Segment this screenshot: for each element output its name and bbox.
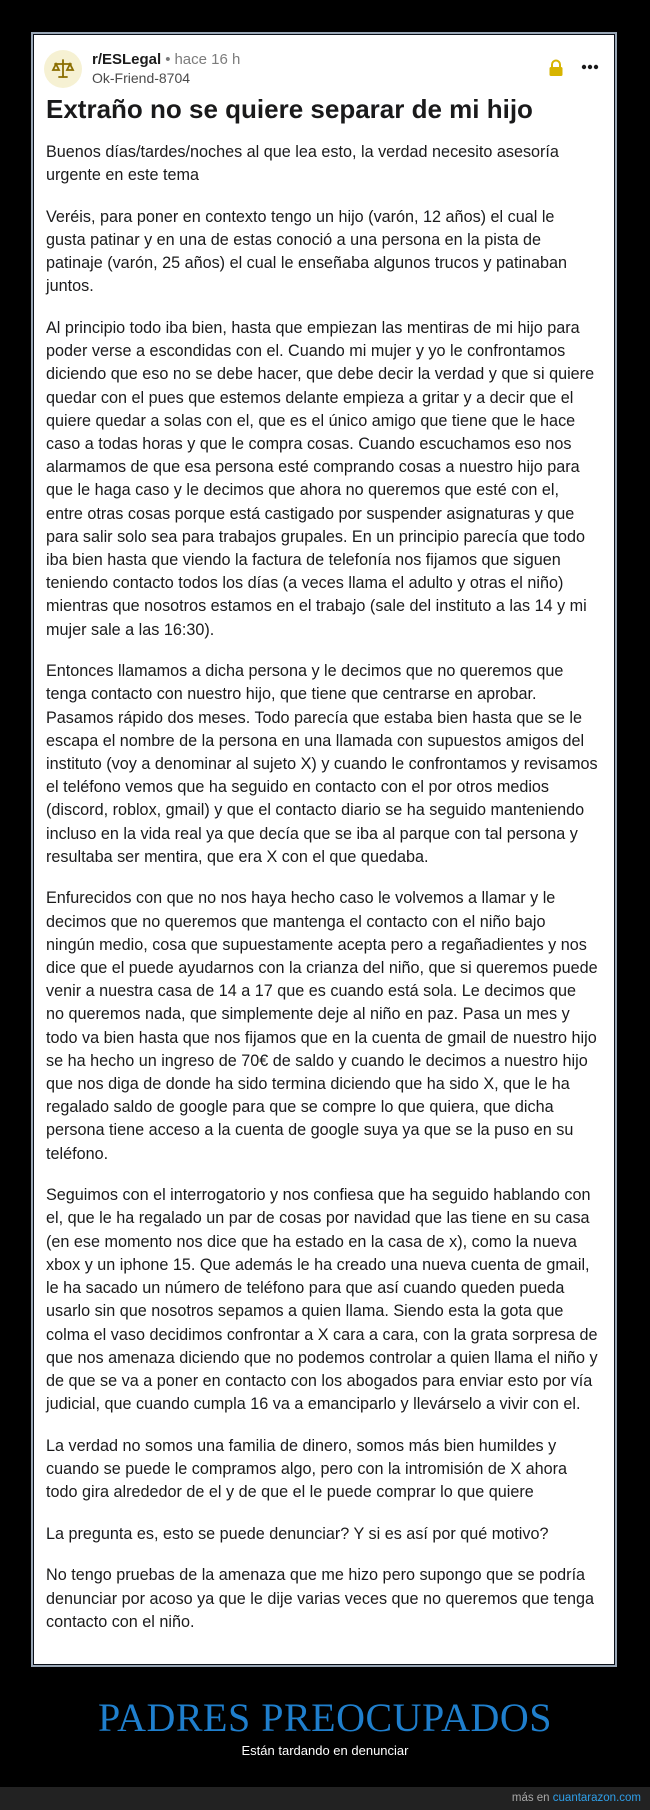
post-paragraph: No tengo pruebas de la amenaza que me hizo pero supongo que se podría denunciar por acoso ya que le dije varias veces que no queremos que tenga contacto con el niño.: [46, 1566, 595, 1631]
footer-prefix: más en: [511, 1792, 550, 1804]
post-paragraph: Enfurecidos con que no nos haya hecho caso le volvemos a llamar y le decimos que no queremos que mantenga el contacto con el niño bajo ningún medio, cosa que supuestamente acepta pero a regañadientes y nos dice que el puede ayudarnos con la crianza del niño, que si queremos puede venir a nuestra casa de 14 a 17 que es cuando está sola. Le decimos que no queremos nada, que simplemente deje al niño en paz. Pasa un mes y todo va bien hasta que nos fijamos que en la cuenta de gmail de nuestro hijo se ha hecho un ingreso de 70€ de saldo y cuando le decimos a nuestro hijo que nos diga de donde ha sido termina diciendo que ha sido X, que le ha regalado saldo de google para que se compre lo que quiera, que dicha persona tiene acceso a la cuenta de google suya ya que se la puso en su teléfono.: [46, 889, 598, 1163]
post-meta: [92, 50, 240, 88]
reddit-post-card: [34, 35, 614, 1664]
post-header: [44, 47, 604, 93]
site-footer-bar: [0, 1787, 650, 1810]
author-link[interactable]: Ok-Friend-8704: [92, 70, 191, 86]
post-paragraph: Entonces llamamos a dicha persona y le decimos que no queremos que tenga contacto con nuestro hijo, que tiene que centrarse en aprobar. Pasamos rápido dos meses. Todo parecía que estaba bien hasta que se le escapa el nombre de la persona en una llamada con supuestos amigos del instituto (voy a denominar al sujeto X) y cuando le confrontamos y revisamos el teléfono vemos que ha seguido en contacto con el por otros medios (discord, roblox, gmail) y que el contacto diario se ha seguido manteniendo incluso en la vida real ya que decía que se iba al parque con tal persona y resultaba ser mentira, que era X con el que quedaba.: [46, 662, 598, 866]
post-paragraph: La pregunta es, esto se puede denunciar? Y si es así por qué motivo?: [46, 1524, 549, 1543]
post-paragraph: La verdad no somos una familia de dinero, somos más bien humildes y cuando se puede le compramos algo, pero con la intromisión de X ahora todo gira alrededor de el y de que el le puede comprar lo que quiere: [46, 1436, 568, 1502]
post-paragraph: Al principio todo iba bien, hasta que empiezan las mentiras de mi hijo para poder verse a escondidas con el. Cuando mi mujer y yo le confrontamos diciendo que eso no se debe hacer, que debe decir la verdad y que si quiere quedar con el pues que estemos delante empieza a gritar y a decir que el quiere quedar a solas con el, que es el único amigo que tiene que le hace caso a todas horas y que le compra cosas. Cuando escuchamos eso nos alarmamos de que esa persona esté comprando cosas a nuestro hijo para que le haga caso y le decimos que ahora no queremos que esté con el, entre otras cosas porque está castigado por suspender asignaturas y que para salir solo sea para trabajos grupales. En un principio parecía que todo iba bien hasta que viendo la factura de telefonía nos fijamos que siguen teniendo contacto todos los días (a veces llama el adulto y otras el niño) mientras que nosotros estamos en el trabajo (sale del instituto a las 14 y mi mujer sale a las 16:30).: [46, 319, 595, 639]
more-options-icon[interactable]: [576, 55, 604, 79]
scales-icon[interactable]: [44, 50, 82, 88]
meta-separator: •: [165, 51, 171, 68]
lock-icon: [548, 59, 564, 77]
post-paragraph: Veréis, para poner en contexto tengo un hijo (varón, 12 años) el cual le gusta patinar y en una de estas conoció a una persona en la pista de patinaje (varón, 25 años) el cual le enseñaba algunos trucos y patinaban juntos.: [46, 207, 568, 296]
site-link[interactable]: cuantarazon.com: [552, 1792, 641, 1804]
post-title: Extraño no se quiere separar de mi hijo: [46, 94, 533, 124]
caption-title: PADRES PREOCUPADOS: [98, 1695, 552, 1740]
post-time: hace 16 h: [174, 51, 241, 68]
post-paragraph: Seguimos con el interrogatorio y nos confiesa que ha seguido hablando con el, que le ha regalado un par de cosas por navidad que las tiene en su casa (en ese momento nos dice que ha estado en la casa de x), como la nueva xbox y un iphone 15. Que además le ha creado una nueva cuenta de gmail, le ha sacado un número de teléfono para que así cuando queden pueda usarlo sin que nosotros sepamos a quien llama. Siendo esta la gota que colma el vaso decidimos confrontar a X cara a cara, con la grata sorpresa de que nos amenaza diciendo que no podemos controlar a quien llama el niño y de que se va a poner en contacto con los abogados para enviar esto por vía judicial, que cuando cumpla 16 va a emanciparlo y llevárselo a vivir con el.: [46, 1186, 598, 1414]
subreddit-link[interactable]: r/ESLegal: [92, 51, 162, 68]
post-body: [46, 141, 598, 1652]
post-paragraph: Buenos días/tardes/noches al que lea esto, la verdad necesito asesoría urgente en este tema: [46, 143, 559, 185]
caption-subtitle: Están tardando en denunciar: [241, 1743, 409, 1758]
